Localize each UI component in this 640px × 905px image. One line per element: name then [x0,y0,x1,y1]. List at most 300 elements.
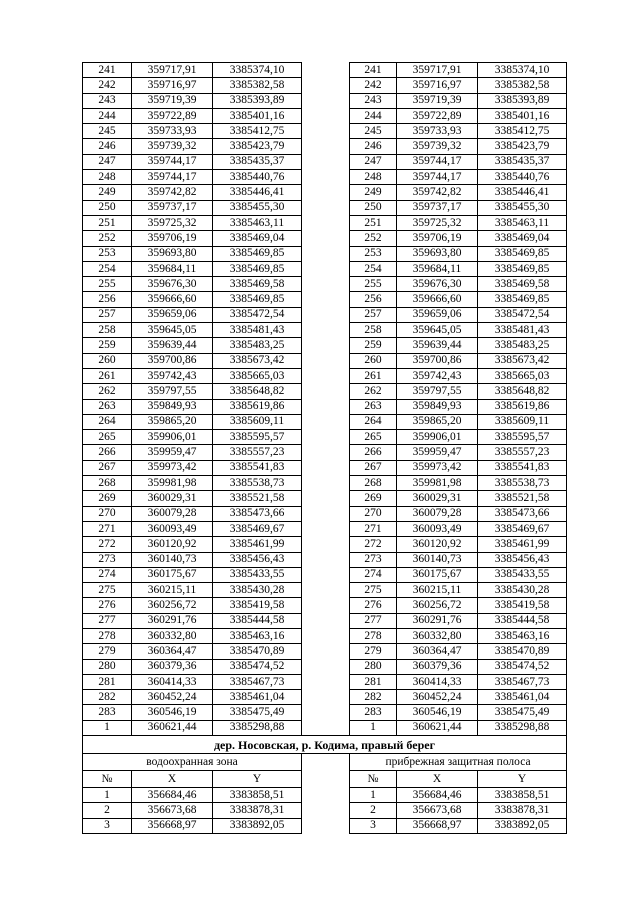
gap-cell [302,139,350,154]
left-number-cell: 262 [83,384,132,399]
left-number-cell: 1 [83,720,132,735]
right-number-cell: 271 [350,521,397,536]
right-x-cell: 359725,32 [397,215,478,230]
left-x-cell: 359706,19 [132,231,213,246]
right-x-cell: 360175,67 [397,567,478,582]
right-x-cell: 359719,39 [397,93,478,108]
right-y-cell: 3385619,86 [478,399,567,414]
gap-cell [302,338,350,353]
gap-cell [302,705,350,720]
right-number-cell: 241 [350,63,397,78]
right-number-cell: 277 [350,613,397,628]
right-y-cell: 3385473,66 [478,506,567,521]
right-number-cell: 1 [350,720,397,735]
right-number-cell: 269 [350,491,397,506]
right-x-cell: 359849,93 [397,399,478,414]
table-row [83,552,567,567]
left-y-cell: 3383878,31 [213,803,302,818]
right-x-cell: 360079,28 [397,506,478,521]
gap-cell [302,771,350,788]
table-row [83,720,567,735]
right-x-cell: 359737,17 [397,200,478,215]
right-y-cell: 3385469,04 [478,231,567,246]
gap-cell [302,261,350,276]
left-x-cell: 359742,43 [132,368,213,383]
right-x-cell: 360093,49 [397,521,478,536]
right-x-cell: 360452,24 [397,690,478,705]
right-number-cell: 267 [350,460,397,475]
table-row [83,476,567,491]
left-x-cell: 360093,49 [132,521,213,536]
table-row [83,261,567,276]
left-x-cell: 360175,67 [132,567,213,582]
left-y-cell: 3385609,11 [213,414,302,429]
table-row [83,803,567,818]
left-x-cell: 359716,97 [132,78,213,93]
right-x-cell: 360621,44 [397,720,478,735]
right-x-cell: 359797,55 [397,384,478,399]
right-number-cell: 268 [350,476,397,491]
left-number-cell: 282 [83,690,132,705]
left-x-cell: 359659,06 [132,307,213,322]
right-y-cell: 3385483,25 [478,338,567,353]
left-number-cell: 261 [83,368,132,383]
upper-table-body [83,63,567,736]
right-y-cell: 3385430,28 [478,583,567,598]
gap-cell [302,78,350,93]
gap-cell [302,170,350,185]
table-row [83,78,567,93]
left-number-cell: 267 [83,460,132,475]
right-y-cell: 3385455,30 [478,200,567,215]
right-number-cell: 251 [350,215,397,230]
left-x-cell: 360215,11 [132,583,213,598]
gap-cell [302,307,350,322]
right-y-cell: 3385469,85 [478,246,567,261]
left-number-cell: 271 [83,521,132,536]
gap-cell [302,124,350,139]
left-y-cell: 3385455,30 [213,200,302,215]
left-number-cell: 274 [83,567,132,582]
left-x-cell: 359722,89 [132,108,213,123]
right-number-cell: 274 [350,567,397,582]
left-y-cell: 3385673,42 [213,353,302,368]
right-y-cell: 3385463,16 [478,628,567,643]
right-x-cell: 359716,97 [397,78,478,93]
right-number-cell: 265 [350,430,397,445]
right-x-cell: 360379,36 [397,659,478,674]
right-x-cell: 359744,17 [397,154,478,169]
left-x-cell: 359797,55 [132,384,213,399]
left-x-cell: 359645,05 [132,323,213,338]
right-y-cell: 3385298,88 [478,720,567,735]
left-x-cell: 360546,19 [132,705,213,720]
left-y-cell: 3385619,86 [213,399,302,414]
left-y-cell: 3385463,16 [213,628,302,643]
right-y-cell: 3385461,99 [478,537,567,552]
right-y-cell: 3385382,58 [478,78,567,93]
lower-table-body [83,788,567,834]
left-x-cell: 359744,17 [132,154,213,169]
table-row [83,445,567,460]
right-number-cell: 262 [350,384,397,399]
table-row [83,788,567,803]
right-number-cell: 243 [350,93,397,108]
gap-cell [302,108,350,123]
right-x-cell: 359700,86 [397,353,478,368]
table-row [83,307,567,322]
left-y-cell: 3385469,58 [213,277,302,292]
right-number-cell: 244 [350,108,397,123]
right-number-cell: 272 [350,537,397,552]
right-x-cell: 360256,72 [397,598,478,613]
gap-cell [302,154,350,169]
right-number-cell: 252 [350,231,397,246]
left-number-cell: 249 [83,185,132,200]
section-title-row [83,736,567,754]
right-number-cell: 266 [350,445,397,460]
table-row [83,818,567,833]
right-number-cell: 270 [350,506,397,521]
right-y-cell: 3383878,31 [478,803,567,818]
gap-cell [302,430,350,445]
right-x-cell: 359659,06 [397,307,478,322]
left-y-cell: 3385440,76 [213,170,302,185]
gap-cell [302,246,350,261]
left-y-cell: 3385648,82 [213,384,302,399]
left-x-cell: 359725,32 [132,215,213,230]
left-x-cell: 359849,93 [132,399,213,414]
gap-cell [302,491,350,506]
gap-cell [302,720,350,735]
gap-cell [302,818,350,833]
left-y-cell: 3385469,85 [213,261,302,276]
left-number-cell: 263 [83,399,132,414]
table-row [83,277,567,292]
right-number-cell: 257 [350,307,397,322]
table-row [83,108,567,123]
left-number-cell: 283 [83,705,132,720]
right-y-cell: 3385541,83 [478,460,567,475]
right-y-cell: 3385423,79 [478,139,567,154]
left-y-cell: 3385595,57 [213,430,302,445]
left-y-cell: 3385473,66 [213,506,302,521]
table-row [83,215,567,230]
left-x-cell: 359733,93 [132,124,213,139]
left-x-cell: 359676,30 [132,277,213,292]
right-x-cell: 359742,82 [397,185,478,200]
table-row [83,170,567,185]
gap-cell [302,754,350,771]
right-x-cell: 359684,11 [397,261,478,276]
left-y-cell: 3385461,99 [213,537,302,552]
column-header-row [83,771,567,788]
left-number-cell: 281 [83,674,132,689]
left-x-cell: 360414,33 [132,674,213,689]
table-row [83,124,567,139]
table-row [83,93,567,108]
left-y-cell: 3385430,28 [213,583,302,598]
left-x-cell: 359906,01 [132,430,213,445]
left-number-cell: 260 [83,353,132,368]
gap-cell [302,803,350,818]
gap-cell [302,63,350,78]
gap-cell [302,552,350,567]
table-row [83,399,567,414]
right-y-cell: 3385538,73 [478,476,567,491]
section-block [83,736,567,788]
left-number-cell: 266 [83,445,132,460]
left-number-cell: 245 [83,124,132,139]
left-x-cell: 360079,28 [132,506,213,521]
left-number-cell: 250 [83,200,132,215]
right-caption: прибрежная защитная полоса [350,754,567,771]
left-y-cell: 3385475,49 [213,705,302,720]
left-x-cell: 359739,32 [132,139,213,154]
right-x-cell: 360140,73 [397,552,478,567]
right-x-cell: 360215,11 [397,583,478,598]
left-y-cell: 3385521,58 [213,491,302,506]
table-row [83,644,567,659]
left-number-cell: 2 [83,803,132,818]
left-number-cell: 278 [83,628,132,643]
left-y-cell: 3385469,04 [213,231,302,246]
left-number-cell: 277 [83,613,132,628]
right-x-cell: 359742,43 [397,368,478,383]
right-y-cell: 3385673,42 [478,353,567,368]
left-x-cell: 359973,42 [132,460,213,475]
right-number-cell: 3 [350,818,397,833]
left-x-cell: 359959,47 [132,445,213,460]
left-y-cell: 3385393,89 [213,93,302,108]
left-x-cell: 360364,47 [132,644,213,659]
left-y-cell: 3385474,52 [213,659,302,674]
table-row [83,353,567,368]
right-number-cell: 254 [350,261,397,276]
right-number-cell: 279 [350,644,397,659]
left-x-cell: 359684,11 [132,261,213,276]
table-row [83,384,567,399]
right-y-cell: 3385461,04 [478,690,567,705]
right-y-cell: 3385469,85 [478,261,567,276]
left-x-cell: 359700,86 [132,353,213,368]
right-number-cell: 282 [350,690,397,705]
left-number-cell: 273 [83,552,132,567]
right-y-cell: 3385393,89 [478,93,567,108]
table-row [83,583,567,598]
right-x-cell: 359744,17 [397,170,478,185]
right-x-cell: 359645,05 [397,323,478,338]
right-x-cell: 360364,47 [397,644,478,659]
left-x-cell: 359865,20 [132,414,213,429]
left-y-cell: 3385469,85 [213,292,302,307]
table-row [83,292,567,307]
left-x-cell: 359719,39 [132,93,213,108]
left-number-cell: 276 [83,598,132,613]
right-y-cell: 3385419,58 [478,598,567,613]
right-number-cell: 253 [350,246,397,261]
left-x-cell: 360140,73 [132,552,213,567]
right-x-cell: 359639,44 [397,338,478,353]
gap-cell [302,659,350,674]
right-number-cell: 245 [350,124,397,139]
left-x-cell: 360029,31 [132,491,213,506]
left-y-cell: 3385538,73 [213,476,302,491]
left-x-cell: 359744,17 [132,170,213,185]
right-number-cell: 261 [350,368,397,383]
table-row [83,63,567,78]
left-number-cell: 270 [83,506,132,521]
right-number-cell: 260 [350,353,397,368]
left-number-cell: 3 [83,818,132,833]
right-x-cell: 360414,33 [397,674,478,689]
left-number-cell: 253 [83,246,132,261]
right-y-cell: 3383892,05 [478,818,567,833]
right-y-cell: 3385472,54 [478,307,567,322]
gap-cell [302,583,350,598]
right-x-cell: 359981,98 [397,476,478,491]
right-y-cell: 3385444,58 [478,613,567,628]
right-y-cell: 3385440,76 [478,170,567,185]
gap-cell [302,277,350,292]
left-number-cell: 254 [83,261,132,276]
left-y-cell: 3385444,58 [213,613,302,628]
left-x-cell: 359666,60 [132,292,213,307]
table-row [83,598,567,613]
left-y-cell: 3385298,88 [213,720,302,735]
left-y-cell: 3385382,58 [213,78,302,93]
right-x-cell: 359676,30 [397,277,478,292]
left-number-cell: 246 [83,139,132,154]
left-number-cell: 243 [83,93,132,108]
gap-cell [302,414,350,429]
left-y-cell: 3385557,23 [213,445,302,460]
left-y-cell: 3385446,41 [213,185,302,200]
right-number-cell: 264 [350,414,397,429]
right-x-cell: 360546,19 [397,705,478,720]
right-y-cell: 3385557,23 [478,445,567,460]
right-number-cell: 249 [350,185,397,200]
gap-cell [302,384,350,399]
right-x-cell: 359973,42 [397,460,478,475]
left-x-cell: 359693,80 [132,246,213,261]
gap-cell [302,567,350,582]
col-no-left: № [83,771,132,788]
right-y-cell: 3385609,11 [478,414,567,429]
left-y-cell: 3385469,67 [213,521,302,536]
gap-cell [302,628,350,643]
left-number-cell: 280 [83,659,132,674]
left-x-cell: 359639,44 [132,338,213,353]
right-number-cell: 255 [350,277,397,292]
right-x-cell: 356668,97 [397,818,478,833]
left-y-cell: 3385423,79 [213,139,302,154]
gap-cell [302,445,350,460]
right-y-cell: 3385470,89 [478,644,567,659]
table-row [83,567,567,582]
right-number-cell: 273 [350,552,397,567]
table-row [83,414,567,429]
right-y-cell: 3385412,75 [478,124,567,139]
caption-row [83,754,567,771]
section-title: дер. Носовская, р. Кодима, правый берег [83,736,567,754]
left-x-cell: 356668,97 [132,818,213,833]
right-number-cell: 258 [350,323,397,338]
left-y-cell: 3385483,25 [213,338,302,353]
left-caption: водоохранная зона [83,754,302,771]
right-y-cell: 3385648,82 [478,384,567,399]
gap-cell [302,690,350,705]
col-x-right: X [397,771,478,788]
right-y-cell: 3385463,11 [478,215,567,230]
table-row [83,139,567,154]
gap-cell [302,613,350,628]
left-y-cell: 3385472,54 [213,307,302,322]
right-y-cell: 3385475,49 [478,705,567,720]
left-number-cell: 269 [83,491,132,506]
gap-cell [302,460,350,475]
right-y-cell: 3385467,73 [478,674,567,689]
table-row [83,323,567,338]
gap-cell [302,476,350,491]
left-y-cell: 3385541,83 [213,460,302,475]
right-x-cell: 359722,89 [397,108,478,123]
left-number-cell: 265 [83,430,132,445]
right-y-cell: 3385446,41 [478,185,567,200]
left-x-cell: 356673,68 [132,803,213,818]
table-row [83,200,567,215]
right-number-cell: 242 [350,78,397,93]
left-y-cell: 3385456,43 [213,552,302,567]
left-y-cell: 3385412,75 [213,124,302,139]
table-row [83,628,567,643]
right-y-cell: 3385469,85 [478,292,567,307]
left-y-cell: 3385461,04 [213,690,302,705]
right-number-cell: 283 [350,705,397,720]
table-row [83,430,567,445]
right-y-cell: 3385665,03 [478,368,567,383]
right-y-cell: 3385456,43 [478,552,567,567]
left-x-cell: 360332,80 [132,628,213,643]
right-x-cell: 356673,68 [397,803,478,818]
left-y-cell: 3385467,73 [213,674,302,689]
right-y-cell: 3385521,58 [478,491,567,506]
left-number-cell: 256 [83,292,132,307]
table-row [83,537,567,552]
left-number-cell: 252 [83,231,132,246]
right-y-cell: 3385474,52 [478,659,567,674]
right-number-cell: 2 [350,803,397,818]
left-x-cell: 360452,24 [132,690,213,705]
table-row [83,368,567,383]
right-y-cell: 3385595,57 [478,430,567,445]
right-y-cell: 3385433,55 [478,567,567,582]
left-number-cell: 1 [83,788,132,803]
table-row [83,613,567,628]
left-y-cell: 3385401,16 [213,108,302,123]
col-x-left: X [132,771,213,788]
right-x-cell: 359693,80 [397,246,478,261]
right-number-cell: 276 [350,598,397,613]
table-row [83,460,567,475]
right-y-cell: 3385469,67 [478,521,567,536]
right-x-cell: 356684,46 [397,788,478,803]
left-x-cell: 356684,46 [132,788,213,803]
left-number-cell: 248 [83,170,132,185]
right-number-cell: 250 [350,200,397,215]
left-x-cell: 360291,76 [132,613,213,628]
table-row [83,690,567,705]
